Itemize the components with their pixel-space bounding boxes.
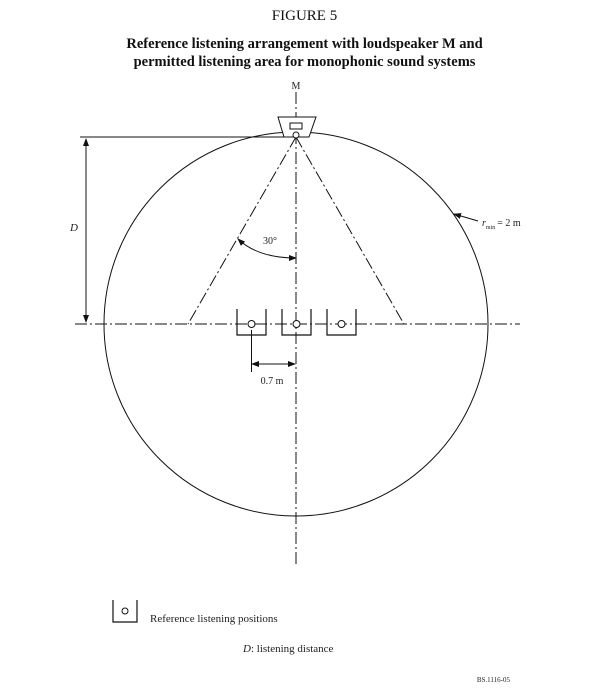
distance-label: D	[70, 222, 78, 234]
legend-positions-text: Reference listening positions	[150, 613, 278, 625]
listening-position-right	[327, 309, 356, 335]
left-angle-line	[188, 137, 296, 324]
spacing-label: 0.7 m	[260, 376, 284, 387]
speaker-label: M	[291, 81, 301, 92]
loudspeaker-m-icon	[278, 117, 316, 138]
radius-label: $r_{min} = 2$ m	[482, 218, 521, 231]
right-angle-line	[296, 137, 404, 324]
figure-title-line-2: permitted listening area for monophonic sound systems	[133, 54, 476, 70]
legend-position-icon	[113, 600, 137, 622]
angle-label: 30°	[263, 236, 277, 247]
figure-code: BS.1116-05	[476, 676, 510, 684]
figure-number: FIGURE 5	[271, 8, 338, 24]
figure-title-line-1: Reference listening arrangement with loudspeaker M and	[126, 36, 483, 52]
legend-distance: D: listening distance	[243, 643, 334, 655]
